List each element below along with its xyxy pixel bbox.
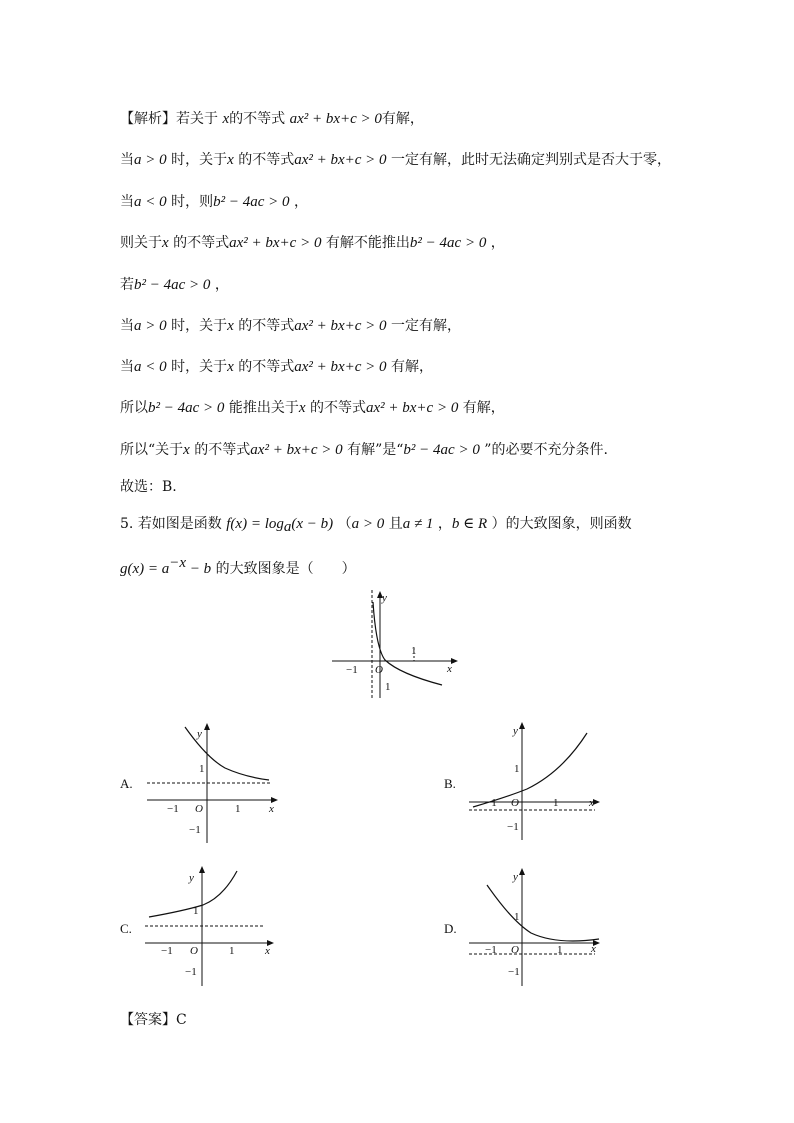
solution-line-8: 所以b² − 4ac > 0 能推出关于x 的不等式ax² + bx+c > 0 有解， xyxy=(120,400,505,416)
solution-line-2: 当a > 0 时，关于x 的不等式ax² + bx+c > 0 一定有解，此时无法确定判别式是否大于零， xyxy=(120,152,671,168)
question-5-line-1: 5. 若如图是函数 $f(x) = \log_a(x - b) (a > 0$ 且a ≠ 1 ，b ∈ R ）的大致图象，则函数 xyxy=(120,516,632,535)
svg-text:x: x xyxy=(591,943,596,955)
solution-line-3: 当a < 0 时，则b² − 4ac > 0 ， xyxy=(120,194,308,210)
svg-text:x: x xyxy=(269,803,274,815)
solution-line-10: 故选：B. xyxy=(120,479,177,495)
f-x-neg-one: −1 xyxy=(346,664,358,676)
graph-choice-a[interactable] xyxy=(145,720,280,845)
svg-text:−1: −1 xyxy=(507,821,519,833)
svg-text:1: 1 xyxy=(553,797,559,809)
svg-text:O: O xyxy=(511,797,519,809)
graph-choice-c[interactable] xyxy=(143,863,278,988)
svg-text:−1: −1 xyxy=(161,945,173,957)
svg-text:y: y xyxy=(197,728,202,740)
solution-line-7: 当a < 0 时，关于x 的不等式ax² + bx+c > 0 有解， xyxy=(120,359,433,375)
answer-line xyxy=(120,1010,187,1030)
svg-text:O: O xyxy=(195,803,203,815)
choice-c-label[interactable]: C. xyxy=(120,921,132,936)
svg-text:y: y xyxy=(513,871,518,883)
svg-text:1: 1 xyxy=(514,763,520,775)
svg-text:−1: −1 xyxy=(485,797,497,809)
svg-text:1: 1 xyxy=(229,945,235,957)
svg-text:−1: −1 xyxy=(485,944,497,956)
svg-text:O: O xyxy=(190,945,198,957)
svg-text:y: y xyxy=(189,872,194,884)
svg-text:−1: −1 xyxy=(167,803,179,815)
svg-text:y: y xyxy=(513,725,518,737)
solution-line-1: 【解析】若关于 x的不等式 ax² + bx+c > 0有解， xyxy=(120,111,424,127)
graph-choice-b[interactable] xyxy=(467,717,607,842)
svg-text:1: 1 xyxy=(193,905,199,917)
svg-text:O: O xyxy=(511,944,519,956)
svg-text:−1: −1 xyxy=(189,824,201,836)
f-x-one: 1 xyxy=(411,645,417,657)
svg-text:1: 1 xyxy=(199,763,205,775)
choice-d-label[interactable]: D. xyxy=(444,921,457,936)
choice-b-label[interactable]: B. xyxy=(444,776,456,791)
svg-text:1: 1 xyxy=(514,911,520,923)
svg-text:−1: −1 xyxy=(508,966,520,978)
svg-text:x: x xyxy=(265,945,270,957)
graph-f xyxy=(330,588,460,700)
f-y-label: y xyxy=(382,592,387,604)
solution-line-5: 若b² − 4ac > 0 ， xyxy=(120,277,229,293)
svg-text:x: x xyxy=(589,797,594,809)
svg-text:1: 1 xyxy=(557,944,563,956)
solution-line-6: 当a > 0 时，关于x 的不等式ax² + bx+c > 0 一定有解， xyxy=(120,318,461,334)
graph-choice-d[interactable] xyxy=(467,863,607,988)
f-origin-label: O xyxy=(375,664,383,676)
solution-line-4: 则关于x 的不等式ax² + bx+c > 0 有解不能推出b² − 4ac > 0 ， xyxy=(120,235,505,251)
answer-value: C xyxy=(176,1012,187,1028)
f-y-neg-one: 1 xyxy=(385,681,391,693)
solution-line-9: 所以“关于x 的不等式ax² + bx+c > 0 有解”是“b² − 4ac > 0 ”的必要不充分条件. xyxy=(120,442,608,458)
svg-text:1: 1 xyxy=(235,803,241,815)
choice-a-label[interactable]: A. xyxy=(120,776,133,791)
svg-text:−1: −1 xyxy=(185,966,197,978)
f-x-label: x xyxy=(447,663,452,675)
question-5-line-2: $g(x) = a^{-x} - b$ 的大致图象是（ ） xyxy=(120,555,356,577)
answer-label: 【答案】 xyxy=(120,1012,176,1028)
